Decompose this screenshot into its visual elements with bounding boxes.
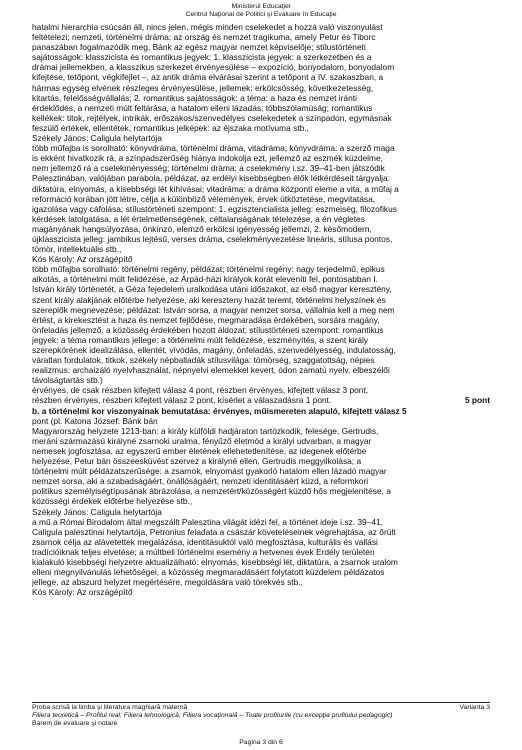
text-line: kérdések latolgatása, a lét értelmetlenségének, céltalanságának tételezése, a én végletes [32, 213, 365, 224]
text-line: tömör, intellektuális stb., [32, 244, 122, 255]
text-line: zsarnok célja az alávetettek megalázása, identitásuktól való megfosztása, kulturális és vallási [32, 536, 378, 547]
points-label: 5 pont [464, 395, 490, 406]
text-line: alkotás, a történelmi múlt felidézése, az Árpád-házi királyok korát eleveníti fel, pontosabban I. [32, 274, 378, 285]
text-line: is ekként hivatkozik rá, a színpadszerűség hiánya indokolja ezt, jellemző az eszmék küzdelme, [32, 153, 383, 164]
text-line: nemesek jogfosztása, az egyszerű ember életének ellehetetlenítése, az idegenek előtérbe [32, 445, 367, 456]
text-line: drámai jellemekben, a klasszikus szerkezet érvényesülése – expozíció, bonyodalom, bonyodalom [32, 62, 395, 73]
text-line: politikus személyiségtípusának ábrázolása, a nemzetért/közösségért küzdő hős megjelenítése, a [32, 486, 391, 497]
footer-exam-title: Proba scrisă la limba şi literatura maghiară maternă [32, 704, 188, 711]
footer-barem: Barem de evaluare şi notare [32, 720, 118, 727]
text-line: érvényes, de csak részben kifejtett válasz 4 pont, részben érvényes, kifejtett válasz 3 pont, [32, 385, 369, 396]
text-line: önfeladás jellemző, a közösség érdekében hozott áldozat; stílustörténeti szempont: romantikus [32, 324, 384, 335]
footer-variant: Varianta 3 [459, 704, 490, 711]
page-number: Pagina 3 din 6 [239, 739, 283, 746]
text-line: elleni megnyilvánulás lehetőségei, a közösség megmaradásáért folytatott küzdelem példázatos [32, 567, 385, 578]
text-line: hatalmi hierarchia csúcsán áll, nincs jelen, mégis minden cselekedet a hozzá való viszonyulást [32, 22, 383, 32]
section-author-title: a mű a Római Birodalom által megszállt Palesztina világát idézi fel, a történet ideje i.sz. 39–41, [32, 516, 383, 527]
text-line: kialakuló kisebbségi helyzetre aktualizálható: elnyomás, kisebbségi lét, diktatúra, a zsarnok uralom [32, 556, 398, 567]
text-line: szereplők megnevezése; példázat: István sorsa, a magyar nemzet sorsa, vállalnia kell a meg nem [32, 304, 395, 315]
text-line: jegyek: a téma romantikus jellege: a történelmi múlt felidézése, eszményítés, a szent király [32, 334, 369, 345]
footer [32, 704, 490, 728]
section-author-title: Kós Károly: Az országépítő [32, 254, 133, 265]
text-line: távolságtartás stb.) [32, 375, 103, 386]
text-line: tradícióiknak teljes elvetése; a múltbeli történelmi esemény a hetvenes évek Erdély területén [32, 546, 375, 557]
text-line: történelmi múlt példázatszerűsége: a zsarnok, elnyomást gyakorló hatalom ellen lázadó magyar [32, 466, 387, 477]
document-body [32, 22, 490, 597]
text-line: nem jellemző rá a cselekményesség; történelmi dráma: a cselekmény i.sz. 39–41-ben játszódik [32, 163, 385, 174]
text-line: jellege, az abszurd helyzet megértésére, megoldására való törekvés stb., [32, 577, 303, 588]
text-line: meráni származású királyné zsarnoki uralma, fényűző életmód a királyi udvarban, a magyar [32, 435, 372, 446]
text-line: diktatúra, elnyomás, a kisebbségi lét kihívásai; vitadráma: a dráma központi eleme a vita, a műfaj a [32, 183, 399, 194]
text-line: szerepkörének idealizálása, ellentét, vívódás, magány, önfeladás, szenvedélyesség, indulatosság, [32, 345, 396, 355]
text-line: Magyarország helyzete 1213-ban: a király külföldi hadjáraton tartózkodik, felesége, Gertrudis, [32, 425, 379, 436]
text-line: helyezése, Petur bán összeesküvést szervez a királyné ellen, Gertrudis meggyilkolása; a [32, 456, 362, 467]
text-line: realizmus: archaizáló nyelvhasználat, népnyelvi elemekkel kevert, ódon zamatú nyelv, elbeszélői [32, 365, 390, 376]
text-line: kifejtése, tetőpont, végkifejlet –, az antik dráma elvárásai szerint a tetőpont a IV. szakaszban, a [32, 72, 384, 83]
points-line [32, 395, 490, 405]
text-line: igazolása vagy cáfolása; stílustörténeti szempont: 1. egzisztencialista jelleg: eszmeiség, filozofikus [32, 203, 397, 214]
text-line: nemzet sorsa, aki a szabadságáért, önállóságáért, nemzeti identitásáért küzd, a reformkori [32, 476, 369, 487]
text-line: hármas egység elvének részleges érvényesülése, jellemek: erkölcsösség, következetesség, [32, 82, 374, 93]
text-line: érdeklődés, a nemzeti múlt feltárása, a hatalom elleni lázadás; többszólamúság; romantikus [32, 102, 373, 113]
center-header: Centrul Naţional de Politici şi Evaluare în Educaţie [185, 11, 337, 18]
text-line: közösségi érdekek előtérbe helyezése stb., [32, 496, 193, 507]
text-line: kitartás, felelősségvállalás; 2. romantikus sajátosságok: a téma: a haza és nemzet iránti [32, 92, 357, 103]
text-line: István király történetét, a Géza fejedelem uralkodása utáni időszakot, az első magyar keresztény, [32, 284, 392, 295]
text-line: feltételezi; nemzeti, történelmi dráma: az ország és nemzet tragikuma, amely Petur és Tiborc [32, 32, 376, 43]
text-line: váratlan fordulatok, titkok, székely népballadák stílusvilága: tömörség, szaggatottság, népies [32, 355, 375, 366]
text-line: szent király alakjának előtérbe helyezése, aki kereszteny hazát teremt, történelmi helyszínek és [32, 294, 386, 305]
footer-profile: Filiera teoretică – Profilul real; Filiera tehnologică; Filiera vocaţională – Toate profilurile (cu excepţia profilului pedagogic) [32, 712, 393, 719]
text-line: Caligula palesztinai helytartója, Petronius feladata a császár követeléseinek végrehajtása, az őrült [32, 526, 396, 537]
text-line: több műfajba sorolható: történelmi regény, példázat; történelmi regény: nagy terjedelmű, epikus [32, 264, 385, 275]
text-line: Palesztinában, valójában parabola, példázat, az erdélyi kisebbségben élők létkérdéseit tárgyalja: [32, 173, 391, 184]
text-line: újklasszicista jelleg: jambikus lejtésű, verses dráma, cselekményvezetése lineáris, stílusa pontos, [32, 233, 393, 244]
ministry-header: Ministerul Educaţiei [231, 3, 291, 10]
section-author-title: Székely János: Caligula helytartója [32, 133, 162, 144]
text-line: panaszában fogalmazódik meg, Bánk az egész magyar nemzet képviselője; stílustörténeti [32, 42, 366, 53]
text-line: több műfajba is sorolható: könyvdráma, történelmi dráma, vitadráma; könyvdráma: a szerző maga [32, 143, 395, 154]
text-line: sajátosságok: klasszicista és romantikus jegyek; 1. klasszicista jegyek: a szerkezetben és a [32, 52, 372, 63]
text-line: részben érvényes, részben kifejtett válasz 2 pont, kísérlet a válaszadásra 1 pont. [32, 395, 332, 406]
text-line: kellékek: titok, rejtélyek, intrikák, erőszakos/szenvedélyes cselekedetek a színpadon, egymásnak [32, 112, 392, 123]
text-line: Székely János: Caligula helytartója [32, 506, 162, 517]
text-line: Kós Károly: Az országépítő [32, 587, 133, 598]
text-line: pont (pl. Katona József: Bánk bán [32, 415, 158, 426]
text-line: reformáció korában jött létre, célja a különböző vélemények, érvek ütköztetése, megvitatása, [32, 193, 376, 204]
text-line: értést, a kirekesztést a haza és nemzet fejlődése, megmaradása érdekében, sorsára magány, [32, 314, 380, 325]
footer-rule [32, 702, 490, 703]
text-line: feszülő értékek, ellentétek, romantikus jelképek: az éjszaka motívuma stb., [32, 122, 309, 133]
text-line: magányának hangsúlyozása, önkínzó, elemző erkölcsi igényesség jellemzi, 2. későmodern, [32, 223, 372, 234]
criterion-heading: b. a történelmi kor viszonyainak bemutatása: érvényes, műismereten alapuló, kifejtett válasz 5 [32, 405, 407, 416]
